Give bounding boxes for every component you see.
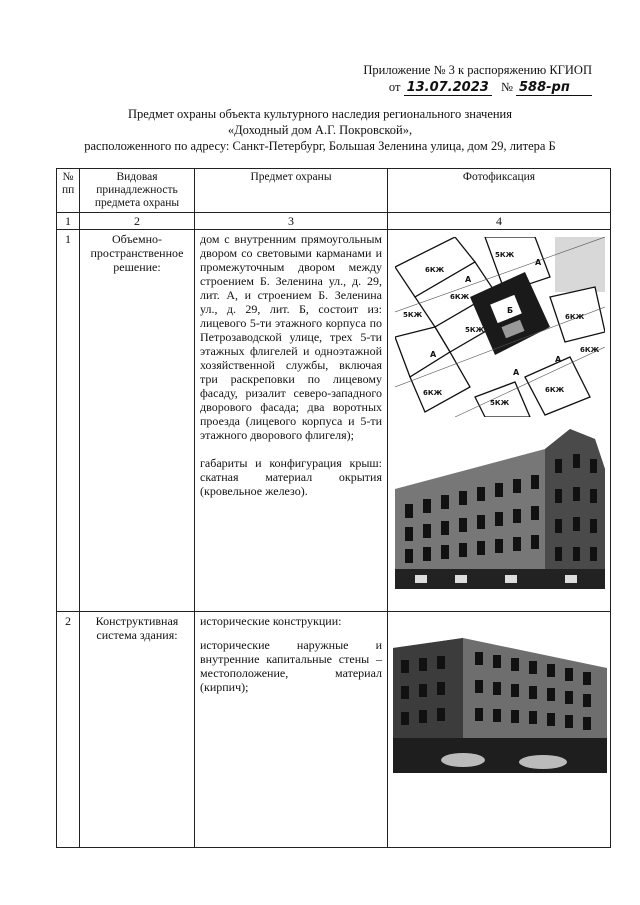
map-label: 6КЖ bbox=[425, 266, 445, 274]
map-label: А bbox=[513, 368, 520, 377]
map-label: А bbox=[465, 275, 472, 284]
row-photos bbox=[388, 230, 611, 612]
map-label: 5КЖ bbox=[490, 399, 510, 407]
protection-table bbox=[56, 168, 611, 848]
map-label: 6КЖ bbox=[545, 386, 565, 394]
table-row bbox=[57, 230, 611, 612]
column-number-row: 1 2 3 4 bbox=[57, 213, 611, 230]
building-photo bbox=[395, 429, 605, 589]
map-label: 6КЖ bbox=[450, 293, 470, 301]
header-photo: Фотофиксация bbox=[388, 169, 611, 213]
handwritten-date: 13.07.2023 bbox=[404, 80, 492, 96]
header-type: Видовая принадлежность предмета охраны bbox=[80, 169, 195, 213]
table-row bbox=[57, 612, 611, 848]
row-description: дом с внутренним прямоугольным двором со световыми карманами и промежуточным двором между строением Б. Зеленина ул., д. 29, лит. А, и строением Б. Зеленина ул., д. 29, лит. Б, состоит из: лицевого 5-ти этажного корпуса по Петрозаводской улице, трех 5-ти этажных флигелей и одноэтажной хозяйственной службы, включая три раскреповки по лицевому фасаду, ризалит северо-западного дворового фасада; два воротных проезда (лицевого корпуса и 5-ти этажного дворового флигеля); габариты и конфигурация крыш: скатная материал окрытия (кровельное железо). bbox=[195, 230, 388, 612]
map-label: 5КЖ bbox=[495, 251, 515, 259]
row-num: 1 bbox=[57, 230, 80, 612]
appendix-line: Приложение № 3 к распоряжению КГИОП bbox=[363, 63, 592, 77]
handwritten-number: 588-рп bbox=[516, 80, 592, 96]
map-label: 6КЖ bbox=[423, 389, 443, 397]
row-description: исторические конструкции: исторические наружные и внутренние капитальные стены – местоположение, материал (кирпич); bbox=[195, 612, 388, 848]
building-photo bbox=[393, 628, 607, 773]
row-type: Конструктивная система здания: bbox=[80, 612, 195, 848]
map-label: Б bbox=[507, 306, 514, 315]
row-photos bbox=[388, 612, 611, 848]
cadastral-map-image bbox=[395, 237, 605, 417]
document-header bbox=[363, 62, 592, 96]
map-label: 5КЖ bbox=[465, 326, 485, 334]
row-type: Объемно-пространственное решение: bbox=[80, 230, 195, 612]
date-number-line: от 13.07.2023 № 588-рп bbox=[363, 79, 592, 96]
header-num: № пп bbox=[57, 169, 80, 213]
table-header-row bbox=[57, 169, 611, 213]
map-label: А bbox=[555, 355, 562, 364]
header-subject: Предмет охраны bbox=[195, 169, 388, 213]
row-num: 2 bbox=[57, 612, 80, 848]
map-label: 6КЖ bbox=[580, 346, 600, 354]
document-title: Предмет охраны объекта культурного наследия регионального значения «Доходный дом А.Г. Покровской», расположенного по адресу: Санкт-Петербург, Большая Зеленина улица, дом 29, литера Б bbox=[84, 107, 556, 153]
map-label: 6КЖ bbox=[565, 313, 585, 321]
map-label: А bbox=[430, 350, 437, 359]
map-label: 5КЖ bbox=[403, 311, 423, 319]
map-label: А bbox=[535, 258, 542, 267]
